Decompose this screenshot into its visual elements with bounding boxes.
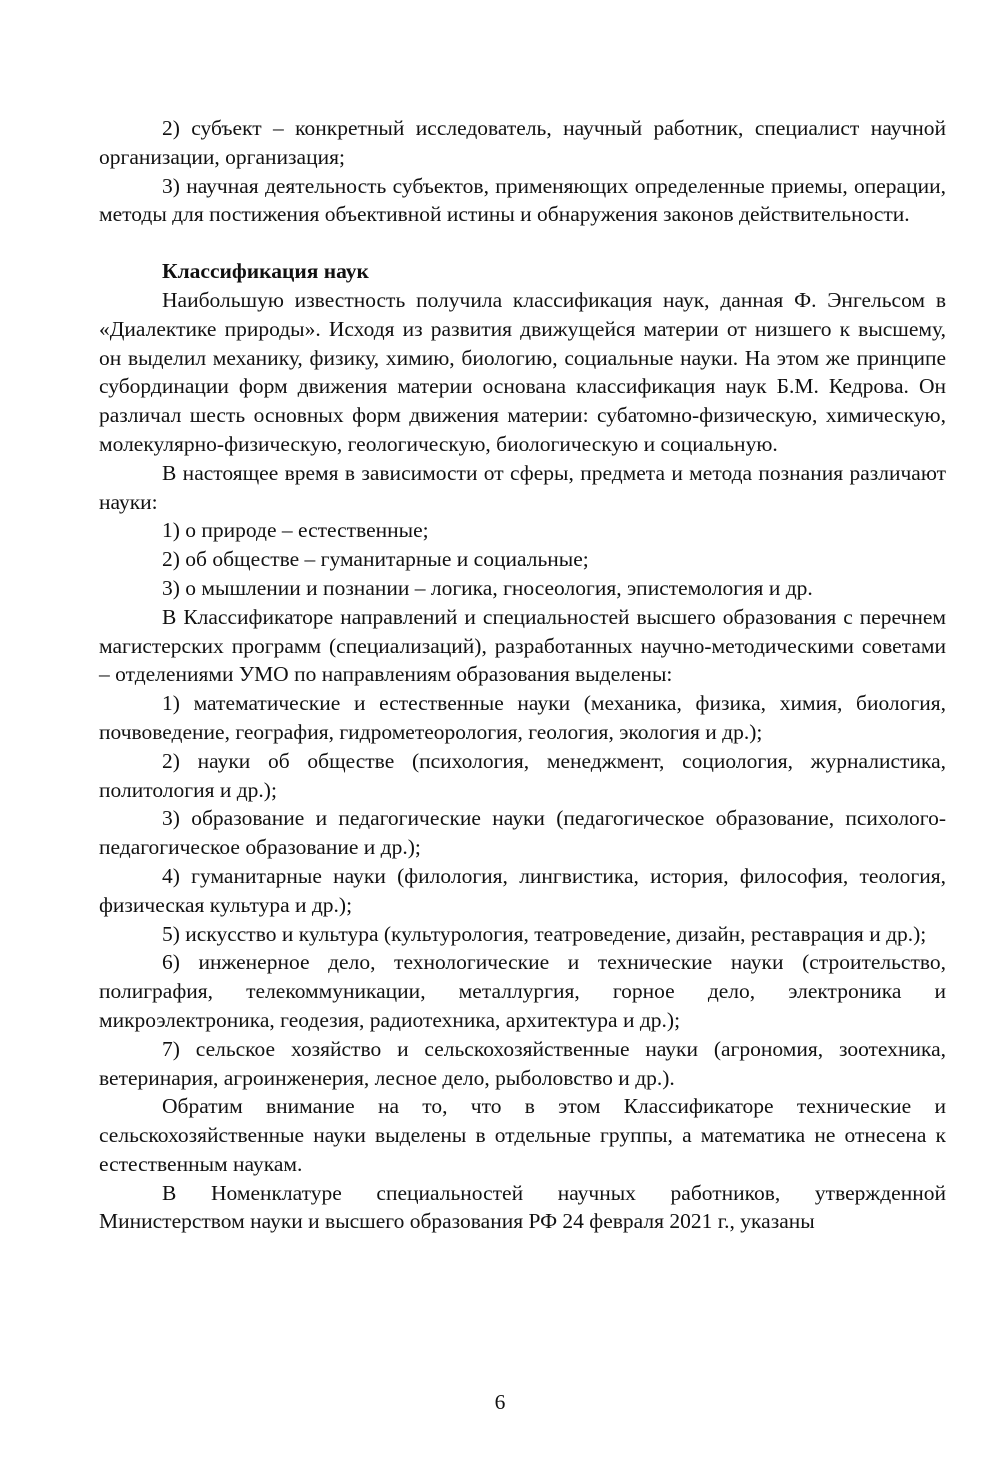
classifier-item: 3) образование и педагогические науки (педагогическое образование, психолого-педагогическое образование и др.); (99, 806, 946, 860)
section-heading: Классификация наук (162, 259, 369, 284)
list-item-society: 2) об обществе – гуманитарные и социальные; (162, 547, 589, 572)
list-item-nature: 1) о природе – естественные; (162, 518, 429, 543)
classifier-item: 7) сельское хозяйство и сельскохозяйственные науки (агрономия, зоотехника, ветеринария, агроинженерия, лесное дело, рыболовство и др.). (99, 1036, 946, 1090)
paragraph-note: Обратим внимание на то, что в этом Классификаторе технические и сельскохозяйственные науки выделены в отдельные группы, а математика не отнесена к естественным наукам. (99, 1094, 946, 1176)
classifier-item: 2) науки об обществе (психология, менеджмент, социология, журналистика, политология и др.); (99, 748, 946, 802)
list-item-scientific-activity: 3) научная деятельность субъектов, применяющих определенные приемы, операции, методы для постижения объективной истины и обнаружения законов действительности. (99, 173, 946, 227)
classifier-item: 6) инженерное дело, технологические и технические науки (строительство, полиграфия, телекоммуникации, металлургия, горное дело, электроника и микроэлектроника, геодезия, радиотехника, архитектура и др.); (99, 950, 946, 1032)
classifier-item: 4) гуманитарные науки (филология, лингвистика, история, философия, теология, физическая культура и др.); (99, 863, 946, 917)
paragraph-nomenclature: В Номенклатуре специальностей научных работников, утвержденной Министерством науки и высшего образования РФ 24 февраля 2021 г., указаны (99, 1180, 946, 1234)
paragraph-classifier: В Классификаторе направлений и специальностей высшего образования с перечнем магистерских программ (специализаций), разработанных научно-методическими советами – отделениями УМО по направлениям образования выделены: (99, 604, 946, 687)
classifier-item: 5) искусство и культура (культурология, театроведение, дизайн, реставрация и др.); (162, 921, 927, 946)
paragraph-engels: Наибольшую известность получила классификация наук, данная Ф. Энгельсом в «Диалектике природы». Исходя из развития движущейся материи от низшего к высшему, он выделил механику, физику, химию, биологию, социальные науки. На этом же принципе субординации форм движения материи основана классификация наук Б.М. Кедрова. Он различал шесть основных форм движения материи: субатомно-физическую, химическую, молекулярно-физическую, геологическую, биологическую и социальную. (99, 287, 946, 456)
classifier-item: 1) математические и естественные науки (механика, физика, химия, биология, почвоведение, география, гидрометеорология, геология, экология и др.); (99, 691, 946, 744)
list-item-subject: 2) субъект – конкретный исследователь, научный работник, специалист научной организации, организация; (99, 116, 946, 169)
page-content (99, 114, 946, 1236)
list-item-thinking: 3) о мышлении и познании – логика, гносеология, эпистемология и др. (162, 575, 813, 600)
paragraph-present-time: В настоящее время в зависимости от сферы, предмета и метода познания различают науки: (99, 460, 946, 514)
page-number: 6 (494, 1390, 506, 1414)
